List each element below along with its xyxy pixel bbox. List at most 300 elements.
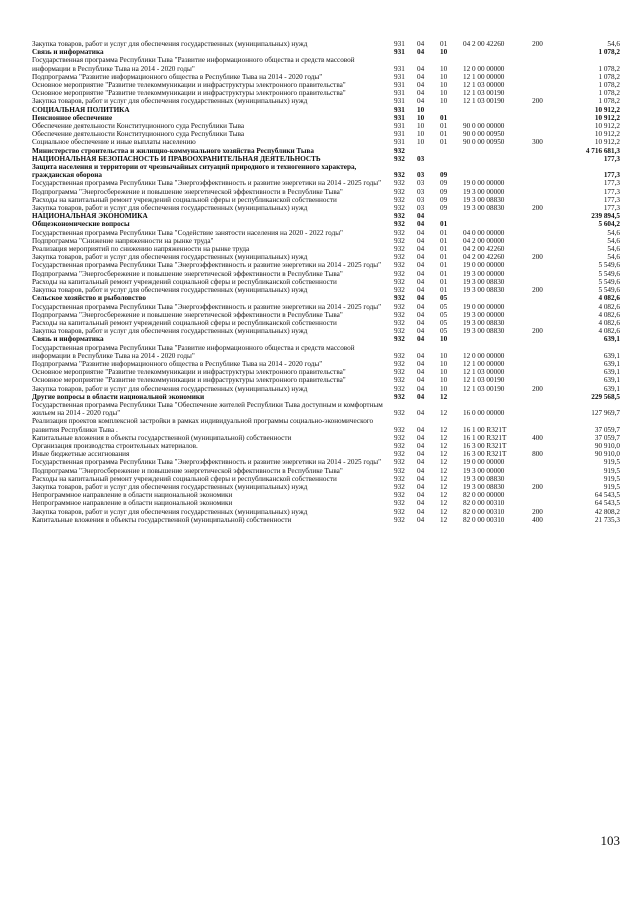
target-article-code bbox=[463, 212, 532, 220]
expense-type-code bbox=[532, 89, 557, 97]
expense-type-code bbox=[532, 475, 557, 483]
ministry-code: 932 bbox=[394, 220, 405, 229]
budget-table-container bbox=[32, 40, 620, 524]
amount: 177,3 bbox=[603, 187, 620, 196]
table-row bbox=[32, 516, 620, 524]
expense-type-code bbox=[532, 212, 557, 220]
budget-table-body bbox=[32, 40, 620, 524]
subsection-code: 01 bbox=[440, 138, 448, 147]
amount: 54,6 bbox=[607, 228, 620, 237]
ministry-code: 932 bbox=[394, 310, 405, 319]
row-name: Государственная программа Республики Тыва "Содействие занятости населения на 2020 - 2022 годы" bbox=[32, 228, 343, 237]
ministry-code: 932 bbox=[394, 515, 405, 524]
amount: 90 910,0 bbox=[594, 450, 620, 459]
section-code: 04 bbox=[417, 277, 425, 286]
subsection-code: 01 bbox=[440, 286, 448, 295]
amount: 37 059,7 bbox=[594, 433, 620, 442]
expense-type-code bbox=[532, 245, 557, 253]
ministry-code: 932 bbox=[394, 269, 405, 278]
subsection-code: 10 bbox=[440, 81, 448, 90]
subsection-code: 12 bbox=[440, 458, 448, 467]
section-code: 04 bbox=[417, 89, 425, 98]
amount: 1 078,2 bbox=[598, 89, 620, 98]
section-code: 03 bbox=[417, 195, 425, 204]
table-row bbox=[32, 450, 620, 458]
expense-type-code bbox=[532, 417, 557, 433]
expense-type-code bbox=[532, 335, 557, 343]
ministry-code: 932 bbox=[394, 253, 405, 262]
table-row bbox=[32, 147, 620, 155]
ministry-code: 932 bbox=[394, 261, 405, 270]
table-row bbox=[32, 179, 620, 187]
target-article-code: 12 1 03 00190 bbox=[463, 376, 505, 385]
table-row bbox=[32, 385, 620, 393]
table-row bbox=[32, 40, 620, 48]
section-code: 04 bbox=[417, 269, 425, 278]
target-article-code: 19 3 00 00000 bbox=[463, 310, 505, 319]
ministry-code: 932 bbox=[394, 441, 405, 450]
ministry-code: 932 bbox=[394, 450, 405, 459]
section-code: 04 bbox=[417, 318, 425, 327]
expense-type-code bbox=[532, 81, 557, 89]
row-name: Защита населения и территории от чрезвычайных ситуаций природного и техногенного характера, гражданская оборона bbox=[32, 163, 357, 180]
expense-type-code: 200 bbox=[532, 97, 543, 106]
amount: 919,5 bbox=[603, 458, 620, 467]
subsection-code: 01 bbox=[440, 113, 448, 122]
expense-type-code bbox=[532, 401, 557, 417]
subsection-code: 12 bbox=[440, 491, 448, 500]
row-name: Государственная программа Республики Тыва "Обеспечение жителей Республики Тыва доступным и комфортным жильем на 2014 - 2020 годы" bbox=[32, 400, 383, 418]
subsection-code: 12 bbox=[440, 425, 448, 434]
table-row bbox=[32, 106, 620, 114]
table-row bbox=[32, 253, 620, 261]
target-article-code bbox=[463, 106, 532, 114]
expense-type-code bbox=[532, 188, 557, 196]
expense-type-code bbox=[532, 196, 557, 204]
expense-type-code bbox=[532, 220, 557, 228]
table-row bbox=[32, 483, 620, 491]
ministry-code: 932 bbox=[394, 277, 405, 286]
section-code: 04 bbox=[417, 499, 425, 508]
expense-type-code bbox=[532, 303, 557, 311]
section-code: 04 bbox=[417, 220, 425, 229]
amount: 177,3 bbox=[603, 171, 620, 180]
subsection-code: 10 bbox=[440, 97, 448, 106]
ministry-code: 932 bbox=[394, 302, 405, 311]
section-code: 04 bbox=[417, 425, 425, 434]
row-name: Связь и информатика bbox=[32, 48, 104, 57]
target-article-code bbox=[463, 163, 532, 179]
table-row bbox=[32, 89, 620, 97]
expense-type-code bbox=[532, 56, 557, 72]
row-name: Государственная программа Республики Тыва "Энергоэффективность и развитие энергетики на 2014 - 2025 годы" bbox=[32, 302, 382, 311]
row-name: НАЦИОНАЛЬНАЯ БЕЗОПАСНОСТЬ И ПРАВООХРАНИТЕЛЬНАЯ ДЕЯТЕЛЬНОСТЬ bbox=[32, 154, 321, 163]
table-row bbox=[32, 237, 620, 245]
expense-type-code bbox=[532, 237, 557, 245]
amount: 639,1 bbox=[603, 351, 620, 360]
section-code: 03 bbox=[417, 179, 425, 188]
row-name: Закупка товаров, работ и услуг для обеспечения государственных (муниципальных) нужд bbox=[32, 384, 308, 393]
section-code: 04 bbox=[417, 458, 425, 467]
row-name: Расходы на капитальный ремонт учреждений социальной сферы и республиканской собственности bbox=[32, 195, 337, 204]
row-name: Реализация мероприятий по снижению напряженности на рынке труда bbox=[32, 245, 250, 254]
expense-type-code bbox=[532, 261, 557, 269]
ministry-code: 932 bbox=[394, 359, 405, 368]
table-row bbox=[32, 344, 620, 360]
amount: 4 082,6 bbox=[598, 302, 620, 311]
subsection-code: 05 bbox=[440, 302, 448, 311]
table-row bbox=[32, 303, 620, 311]
section-code: 04 bbox=[417, 433, 425, 442]
target-article-code: 16 1 00 R321Т bbox=[463, 433, 507, 442]
section-code: 04 bbox=[417, 515, 425, 524]
target-article-code: 90 0 00 00950 bbox=[463, 130, 505, 139]
ministry-code: 932 bbox=[394, 491, 405, 500]
ministry-code: 932 bbox=[394, 245, 405, 254]
target-article-code: 19 3 00 08830 bbox=[463, 327, 505, 336]
expense-type-code: 200 bbox=[532, 507, 543, 516]
section-code: 04 bbox=[417, 368, 425, 377]
subsection-code: 01 bbox=[440, 228, 448, 237]
subsection-code: 05 bbox=[440, 327, 448, 336]
row-name: Подпрограмма "Энергосбережение и повышение энергетической эффективности в Республике Тыва" bbox=[32, 187, 343, 196]
row-name: Непрограммное направление в области национальной экономики bbox=[32, 499, 233, 508]
ministry-code: 932 bbox=[394, 212, 405, 221]
section-code: 04 bbox=[417, 482, 425, 491]
row-name: Капитальные вложения в объекты государственной (муниципальной) собственности bbox=[32, 433, 292, 442]
table-row bbox=[32, 327, 620, 335]
table-row bbox=[32, 196, 620, 204]
target-article-code: 19 0 00 00000 bbox=[463, 458, 505, 467]
subsection-code: 10 bbox=[440, 384, 448, 393]
table-row bbox=[32, 393, 620, 401]
target-article-code: 12 1 03 00190 bbox=[463, 384, 505, 393]
amount: 54,6 bbox=[607, 236, 620, 245]
section-code: 04 bbox=[417, 359, 425, 368]
section-code: 10 bbox=[417, 138, 425, 147]
target-article-code: 19 3 00 08830 bbox=[463, 195, 505, 204]
section-code: 03 bbox=[417, 187, 425, 196]
row-name: Подпрограмма "Снижение напряженности на рынке труда" bbox=[32, 236, 214, 245]
expense-type-code bbox=[532, 278, 557, 286]
table-row bbox=[32, 188, 620, 196]
amount: 1 078,2 bbox=[598, 48, 620, 57]
row-name: Закупка товаров, работ и услуг для обеспечения государственных (муниципальных) нужд bbox=[32, 204, 308, 213]
amount: 4 082,6 bbox=[598, 318, 620, 327]
subsection-code: 12 bbox=[440, 507, 448, 516]
target-article-code bbox=[463, 48, 532, 56]
ministry-code: 932 bbox=[394, 376, 405, 385]
section-code: 04 bbox=[417, 351, 425, 360]
budget-table bbox=[32, 40, 620, 524]
table-row bbox=[32, 499, 620, 507]
expense-type-code bbox=[532, 106, 557, 114]
amount: 919,5 bbox=[603, 482, 620, 491]
section-code: 04 bbox=[417, 40, 425, 48]
ministry-code: 932 bbox=[394, 507, 405, 516]
section-code: 04 bbox=[417, 64, 425, 73]
ministry-code: 932 bbox=[394, 327, 405, 336]
section-code: 04 bbox=[417, 376, 425, 385]
target-article-code: 12 1 03 00000 bbox=[463, 81, 505, 90]
target-article-code: 04 2 00 00000 bbox=[463, 236, 505, 245]
expense-type-code bbox=[532, 48, 557, 56]
expense-type-code bbox=[532, 130, 557, 138]
table-row bbox=[32, 245, 620, 253]
target-article-code bbox=[463, 294, 532, 302]
subsection-code: 12 bbox=[440, 409, 448, 418]
ministry-code: 932 bbox=[394, 433, 405, 442]
section-code: 04 bbox=[417, 335, 425, 344]
table-row bbox=[32, 138, 620, 146]
row-name: Пенсионное обеспечение bbox=[32, 113, 113, 122]
target-article-code: 12 1 03 00000 bbox=[463, 368, 505, 377]
section-code: 04 bbox=[417, 97, 425, 106]
amount: 5 549,6 bbox=[598, 286, 620, 295]
row-name: Закупка товаров, работ и услуг для обеспечения государственных (муниципальных) нужд bbox=[32, 482, 308, 491]
subsection-code: 01 bbox=[440, 253, 448, 262]
expense-type-code: 400 bbox=[532, 433, 543, 442]
section-code: 04 bbox=[417, 286, 425, 295]
target-article-code: 12 1 00 00000 bbox=[463, 72, 505, 81]
table-row bbox=[32, 73, 620, 81]
amount: 10 912,2 bbox=[594, 138, 620, 147]
subsection-code: 05 bbox=[440, 294, 448, 303]
ministry-code: 931 bbox=[394, 122, 405, 131]
ministry-code: 931 bbox=[394, 72, 405, 81]
row-name: Основное мероприятие "Развитие телекоммуникации и инфраструктуры электронного правительства" bbox=[32, 376, 346, 385]
ministry-code: 931 bbox=[394, 105, 405, 114]
target-article-code: 12 1 03 00190 bbox=[463, 97, 505, 106]
subsection-code: 09 bbox=[440, 171, 448, 180]
ministry-code: 932 bbox=[394, 368, 405, 377]
amount: 229 568,5 bbox=[591, 392, 620, 401]
target-article-code: 90 0 00 00000 bbox=[463, 122, 505, 131]
subsection-code: 12 bbox=[440, 499, 448, 508]
section-code: 04 bbox=[417, 81, 425, 90]
ministry-code: 931 bbox=[394, 48, 405, 57]
amount: 21 735,3 bbox=[594, 515, 620, 524]
amount: 919,5 bbox=[603, 466, 620, 475]
target-article-code: 19 0 00 00000 bbox=[463, 179, 505, 188]
row-name: Обеспечение деятельности Конституционного суда Республики Тыва bbox=[32, 130, 245, 139]
amount: 639,1 bbox=[603, 368, 620, 377]
row-name: СОЦИАЛЬНАЯ ПОЛИТИКА bbox=[32, 105, 130, 114]
section-code: 04 bbox=[417, 228, 425, 237]
table-row bbox=[32, 286, 620, 294]
section-code: 04 bbox=[417, 392, 425, 401]
target-article-code: 16 0 00 00000 bbox=[463, 409, 505, 418]
expense-type-code bbox=[532, 360, 557, 368]
amount: 4 082,6 bbox=[598, 310, 620, 319]
table-row bbox=[32, 114, 620, 122]
subsection-code: 12 bbox=[440, 482, 448, 491]
subsection-code: 12 bbox=[440, 515, 448, 524]
amount: 5 549,6 bbox=[598, 277, 620, 286]
section-code: 04 bbox=[417, 253, 425, 262]
table-row bbox=[32, 376, 620, 384]
subsection-code: 10 bbox=[440, 89, 448, 98]
amount: 177,3 bbox=[603, 204, 620, 213]
section-code: 04 bbox=[417, 48, 425, 57]
amount: 177,3 bbox=[603, 179, 620, 188]
section-code: 04 bbox=[417, 384, 425, 393]
amount: 42 808,2 bbox=[594, 507, 620, 516]
row-name: Общеэкономические вопросы bbox=[32, 220, 130, 229]
ministry-code: 931 bbox=[394, 97, 405, 106]
expense-type-code bbox=[532, 114, 557, 122]
target-article-code: 82 0 00 00000 bbox=[463, 491, 505, 500]
amount: 1 078,2 bbox=[598, 97, 620, 106]
table-row bbox=[32, 270, 620, 278]
amount: 5 549,6 bbox=[598, 261, 620, 270]
target-article-code: 82 0 00 00310 bbox=[463, 507, 505, 516]
target-article-code bbox=[463, 393, 532, 401]
row-name: Организация производства строительных материалов. bbox=[32, 441, 198, 450]
subsection-code: 10 bbox=[440, 72, 448, 81]
subsection-code: 01 bbox=[440, 40, 448, 48]
amount: 90 910,0 bbox=[594, 441, 620, 450]
target-article-code: 12 0 00 00000 bbox=[463, 351, 505, 360]
table-row bbox=[32, 130, 620, 138]
table-row bbox=[32, 319, 620, 327]
row-name: Реализация проектов комплексной застройки в рамках индивидуальной программы социально-экономического развития Республики Тыва . bbox=[32, 417, 374, 434]
table-row bbox=[32, 360, 620, 368]
row-name: Расходы на капитальный ремонт учреждений социальной сферы и республиканской собственности bbox=[32, 318, 337, 327]
section-code: 04 bbox=[417, 441, 425, 450]
table-row bbox=[32, 467, 620, 475]
ministry-code: 932 bbox=[394, 171, 405, 180]
amount: 5 604,2 bbox=[598, 220, 620, 229]
target-article-code: 19 3 00 08830 bbox=[463, 277, 505, 286]
row-name: Государственная программа Республики Тыва "Энергоэффективность и развитие энергетики на 2014 - 2025 годы" bbox=[32, 458, 382, 467]
amount: 10 912,2 bbox=[594, 130, 620, 139]
subsection-code: 12 bbox=[440, 433, 448, 442]
ministry-code: 931 bbox=[394, 113, 405, 122]
ministry-code: 931 bbox=[394, 81, 405, 90]
ministry-code: 932 bbox=[394, 204, 405, 213]
subsection-code: 01 bbox=[440, 122, 448, 131]
amount: 4 082,6 bbox=[598, 327, 620, 336]
row-name: Государственная программа Республики Тыва "Развитие информационного общества и средств массовой информации в Республике Тыва на 2014 - 2020 годы" bbox=[32, 56, 355, 73]
amount: 639,1 bbox=[603, 384, 620, 393]
row-name: Расходы на капитальный ремонт учреждений социальной сферы и республиканской собственности bbox=[32, 277, 337, 286]
expense-type-code bbox=[532, 458, 557, 466]
subsection-code: 10 bbox=[440, 359, 448, 368]
section-code: 04 bbox=[417, 491, 425, 500]
row-name: Основное мероприятие "Развитие телекоммуникации и инфраструктуры электронного правительства" bbox=[32, 368, 346, 377]
table-row bbox=[32, 261, 620, 269]
subsection-code: 12 bbox=[440, 441, 448, 450]
target-article-code: 19 3 00 00000 bbox=[463, 269, 505, 278]
section-code: 04 bbox=[417, 310, 425, 319]
amount: 1 078,2 bbox=[598, 81, 620, 90]
row-name: НАЦИОНАЛЬНАЯ ЭКОНОМИКА bbox=[32, 212, 148, 221]
expense-type-code bbox=[532, 319, 557, 327]
table-row bbox=[32, 311, 620, 319]
subsection-code: 10 bbox=[440, 335, 448, 344]
amount: 10 912,2 bbox=[594, 113, 620, 122]
expense-type-code: 300 bbox=[532, 138, 543, 147]
expense-type-code: 200 bbox=[532, 40, 543, 48]
expense-type-code bbox=[532, 147, 557, 155]
amount: 1 078,2 bbox=[598, 72, 620, 81]
section-code: 10 bbox=[417, 130, 425, 139]
target-article-code bbox=[463, 220, 532, 228]
section-code: 04 bbox=[417, 72, 425, 81]
expense-type-code bbox=[532, 311, 557, 319]
target-article-code: 82 0 00 00310 bbox=[463, 499, 505, 508]
table-row bbox=[32, 155, 620, 163]
row-name: Расходы на капитальный ремонт учреждений социальной сферы и республиканской собственности bbox=[32, 474, 337, 483]
expense-type-code bbox=[532, 229, 557, 237]
table-row bbox=[32, 335, 620, 343]
target-article-code: 19 3 00 08830 bbox=[463, 318, 505, 327]
section-code: 03 bbox=[417, 204, 425, 213]
table-row bbox=[32, 294, 620, 302]
target-article-code: 19 3 00 00000 bbox=[463, 187, 505, 196]
table-row bbox=[32, 401, 620, 417]
subsection-code: 01 bbox=[440, 220, 448, 229]
table-row bbox=[32, 81, 620, 89]
row-name: Другие вопросы в области национальной экономики bbox=[32, 392, 205, 401]
target-article-code: 19 3 00 08830 bbox=[463, 482, 505, 491]
amount: 54,6 bbox=[607, 245, 620, 254]
subsection-code bbox=[440, 155, 463, 163]
ministry-code: 931 bbox=[394, 130, 405, 139]
table-row bbox=[32, 97, 620, 105]
target-article-code: 04 0 00 00000 bbox=[463, 228, 505, 237]
section-code: 04 bbox=[417, 327, 425, 336]
subsection-code: 09 bbox=[440, 195, 448, 204]
table-row bbox=[32, 491, 620, 499]
expense-type-code: 200 bbox=[532, 482, 543, 491]
table-row bbox=[32, 229, 620, 237]
target-article-code: 16 1 00 R321Т bbox=[463, 425, 507, 434]
section-code: 10 bbox=[417, 122, 425, 131]
row-name: Основное мероприятие "Развитие телекоммуникации и инфраструктуры электронного правительства" bbox=[32, 81, 346, 90]
target-article-code: 19 0 00 00000 bbox=[463, 261, 505, 270]
target-article-code: 04 2 00 42260 bbox=[463, 245, 505, 254]
expense-type-code bbox=[532, 73, 557, 81]
ministry-code: 932 bbox=[394, 318, 405, 327]
target-article-code: 16 3 00 R321Т bbox=[463, 450, 507, 459]
ministry-code: 932 bbox=[394, 286, 405, 295]
row-name: Подпрограмма "Энергосбережение и повышение энергетической эффективности в Республике Тыва" bbox=[32, 466, 343, 475]
expense-type-code bbox=[532, 163, 557, 179]
section-code: 10 bbox=[417, 105, 425, 114]
section-code: 04 bbox=[417, 507, 425, 516]
target-article-code: 90 0 00 00950 bbox=[463, 138, 505, 147]
section-code: 04 bbox=[417, 409, 425, 418]
target-article-code: 19 3 00 08830 bbox=[463, 474, 505, 483]
amount: 639,1 bbox=[603, 359, 620, 368]
expense-type-code: 200 bbox=[532, 327, 543, 336]
table-row bbox=[32, 434, 620, 442]
amount: 64 543,5 bbox=[594, 499, 620, 508]
amount: 37 059,7 bbox=[594, 425, 620, 434]
page-number: 103 bbox=[600, 833, 620, 848]
subsection-code: 12 bbox=[440, 450, 448, 459]
row-name: Социальное обеспечение и иные выплаты населению bbox=[32, 138, 196, 147]
subsection-code bbox=[440, 212, 463, 220]
section-code: 04 bbox=[417, 474, 425, 483]
row-name: Закупка товаров, работ и услуг для обеспечения государственных (муниципальных) нужд bbox=[32, 507, 308, 516]
subsection-code: 10 bbox=[440, 351, 448, 360]
subsection-code: 01 bbox=[440, 245, 448, 254]
subsection-code: 09 bbox=[440, 187, 448, 196]
expense-type-code bbox=[532, 393, 557, 401]
